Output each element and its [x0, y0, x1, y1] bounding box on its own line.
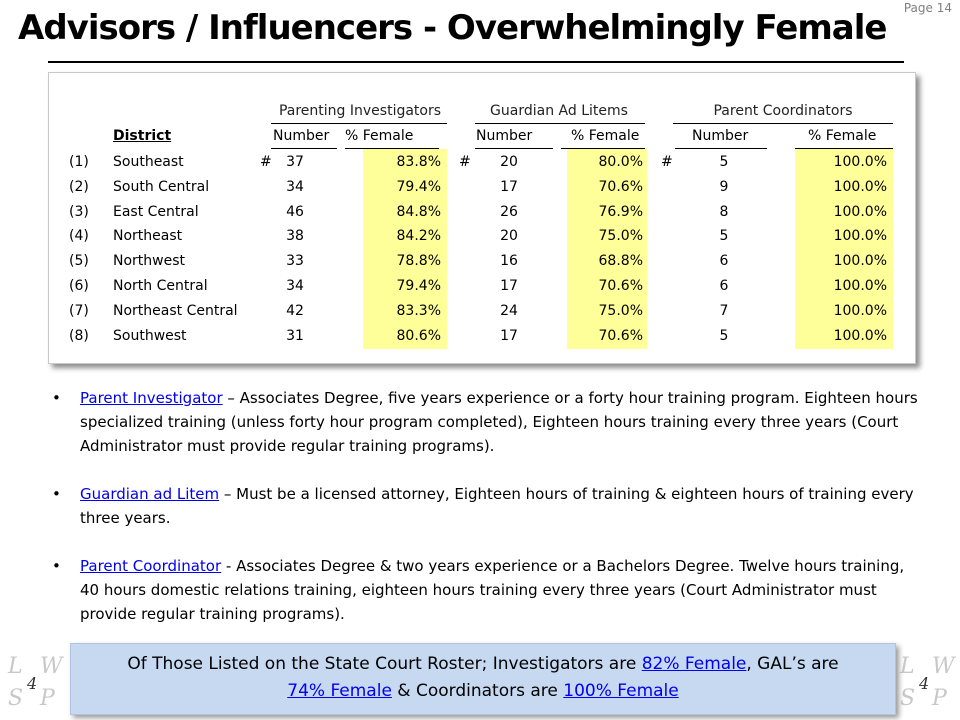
col-header-number: Number: [692, 128, 749, 144]
coordinator-number: 8: [719, 203, 729, 220]
coordinator-female-pct: 100.0%: [833, 154, 887, 170]
bullet-parent-investigator: [48, 386, 918, 458]
summary-text: & Coordinators are: [391, 681, 564, 701]
investigator-female-pct: 79.4%: [396, 278, 441, 294]
bullet-dot: •: [52, 389, 61, 407]
gal-female-link[interactable]: 74% Female: [287, 681, 392, 701]
gal-female-pct: 75.0%: [598, 302, 643, 319]
group-underline: [475, 123, 645, 124]
group-underline: [673, 123, 893, 124]
header-underline: [271, 148, 337, 149]
gal-female-pct: 70.6%: [598, 178, 643, 195]
lwsp-logo-right: [898, 652, 958, 716]
hash-mark: #: [459, 154, 471, 170]
gal-female-pct: 80.0%: [598, 154, 643, 170]
investigator-female-pct: 83.8%: [396, 154, 441, 170]
row-index: (1): [69, 154, 89, 170]
hash-mark: #: [260, 154, 272, 170]
gal-number: 17: [500, 278, 518, 294]
investigators-female-link[interactable]: 82% Female: [641, 654, 747, 674]
hash-mark: #: [661, 154, 673, 170]
district-name: Northeast: [113, 228, 183, 245]
logo-letter: S: [8, 686, 24, 711]
col-header-number: Number: [273, 128, 330, 144]
gal-number: 17: [500, 327, 518, 344]
district-name: Southeast: [113, 154, 184, 170]
row-index: (8): [69, 327, 89, 344]
investigator-number: 34: [286, 178, 304, 195]
district-name: Northwest: [113, 253, 186, 270]
bullet-guardian-ad-litem: [48, 482, 918, 530]
bullet-dot: •: [52, 485, 61, 503]
investigator-number: 33: [286, 253, 304, 270]
group-underline: [271, 123, 447, 124]
coordinator-female-pct: 100.0%: [833, 228, 887, 245]
parent-coordinator-link[interactable]: Parent Coordinator: [80, 557, 222, 575]
investigator-female-pct: 80.6%: [396, 327, 441, 344]
coordinator-number: 7: [719, 302, 729, 319]
investigator-female-pct: 83.3%: [396, 302, 441, 319]
logo-letter: L: [900, 654, 915, 679]
group-header-investigators: Parenting Investigators: [278, 103, 442, 119]
gal-number: 20: [500, 228, 518, 245]
summary-text: , GAL’s are: [746, 654, 839, 674]
investigator-number: 34: [286, 278, 304, 294]
bullet-text: – Associates Degree, five years experience or a forty hour training program. Eighteen hours specialized training (unless forty hour program completed), Eighteen hours training every three years (Court Administrator must provide regular training programs).: [80, 389, 918, 455]
district-name: Northeast Central: [113, 302, 238, 319]
gal-female-pct: 76.9%: [598, 203, 643, 220]
row-index: (4): [69, 228, 89, 245]
row-index: (3): [69, 203, 89, 220]
logo-number: 4: [27, 674, 38, 693]
coordinator-female-pct: 100.0%: [833, 278, 887, 294]
coordinator-female-pct: 100.0%: [833, 203, 887, 220]
coordinator-number: 6: [719, 253, 729, 270]
gal-number: 20: [500, 154, 518, 170]
logo-letter: L: [8, 654, 23, 679]
page-title: Advisors / Influencers - Overwhelmingly Female: [18, 8, 887, 48]
district-name: North Central: [113, 278, 208, 294]
coordinator-number: 5: [719, 228, 729, 245]
investigator-female-pct: 79.4%: [396, 178, 441, 195]
col-header-number: Number: [476, 128, 533, 144]
coordinator-number: 6: [719, 278, 729, 294]
district-table: [48, 72, 916, 364]
logo-letter: W: [40, 654, 63, 679]
bullet-dot: •: [52, 557, 61, 575]
bullet-text: – Must be a licensed attorney, Eighteen hours of training & eighteen hours of training every three years.: [80, 485, 914, 527]
coordinators-female-link[interactable]: 100% Female: [563, 681, 679, 701]
header-underline: [675, 148, 767, 149]
coordinator-number: 9: [719, 178, 729, 195]
investigator-number: 31: [286, 327, 304, 344]
group-header-coordinators: Parent Coordinators: [713, 103, 853, 119]
district-name: South Central: [113, 178, 210, 195]
bullet-text: - Associates Degree & two years experience or a Bachelors Degree. Twelve hours training, 40 hours domestic relations training, eighteen hours training every three years (Court Administrator must provide regular training programs).: [80, 557, 905, 623]
coordinator-number: 5: [719, 327, 729, 344]
gal-number: 24: [500, 302, 518, 319]
row-index: (2): [69, 178, 89, 195]
district-name: East Central: [113, 203, 199, 220]
row-index: (7): [69, 302, 89, 319]
summary-box: [70, 643, 896, 715]
logo-number: 4: [919, 674, 930, 693]
district-header: District: [113, 128, 172, 144]
gal-number: 16: [500, 253, 518, 270]
investigator-female-pct: 78.8%: [396, 253, 441, 270]
logo-letter: P: [932, 686, 947, 711]
gal-female-pct: 68.8%: [598, 253, 643, 270]
group-header-gal: Guardian Ad Litems: [490, 103, 628, 119]
page-number: Page 14: [903, 1, 952, 15]
gal-female-pct: 70.6%: [598, 278, 643, 294]
gal-female-pct: 70.6%: [598, 327, 643, 344]
coordinator-female-pct: 100.0%: [833, 178, 887, 195]
investigator-number: 37: [286, 154, 304, 170]
investigator-number: 42: [286, 302, 304, 319]
guardian-ad-litem-link[interactable]: Guardian ad Litem: [80, 485, 220, 503]
coordinator-female-pct: 100.0%: [833, 253, 887, 270]
col-header-female: % Female: [808, 128, 877, 144]
investigator-number: 38: [286, 228, 304, 245]
row-index: (6): [69, 278, 89, 294]
logo-letter: P: [40, 686, 55, 711]
logo-letter: S: [900, 686, 916, 711]
coordinator-female-pct: 100.0%: [833, 327, 887, 344]
gal-female-pct: 75.0%: [598, 228, 643, 245]
row-index: (5): [69, 253, 89, 270]
parent-investigator-link[interactable]: Parent Investigator: [80, 389, 223, 407]
coordinator-female-pct: 100.0%: [833, 302, 887, 319]
title-divider: [48, 61, 904, 63]
bullet-parent-coordinator: [48, 554, 918, 626]
coordinator-number: 5: [719, 154, 729, 170]
qualification-bullets: [48, 386, 918, 650]
investigator-number: 46: [286, 203, 304, 220]
gal-number: 26: [500, 203, 518, 220]
investigator-female-pct: 84.2%: [396, 228, 441, 245]
lwsp-logo-left: [6, 652, 66, 716]
district-name: Southwest: [113, 327, 187, 344]
logo-letter: W: [932, 654, 955, 679]
header-underline: [475, 148, 553, 149]
gal-number: 17: [500, 178, 518, 195]
col-header-female: % Female: [571, 128, 640, 144]
col-header-female: % Female: [345, 128, 414, 144]
investigator-female-pct: 84.8%: [396, 203, 441, 220]
summary-text: Of Those Listed on the State Court Roster; Investigators are: [127, 654, 642, 674]
